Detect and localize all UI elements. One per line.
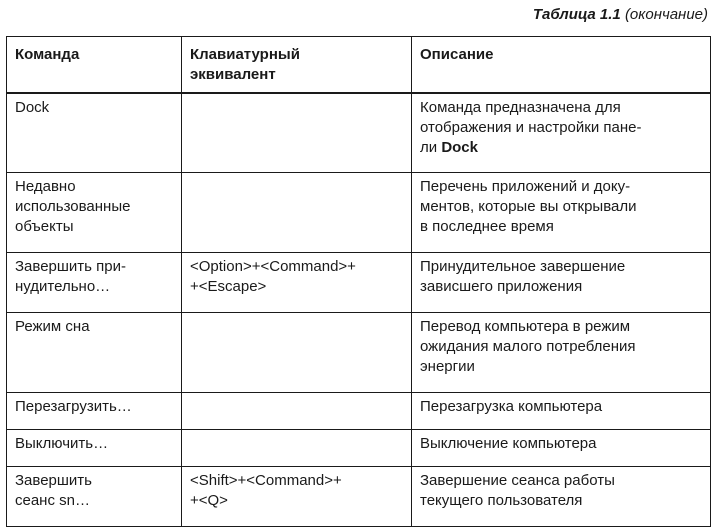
caption-title: Таблица 1.1 xyxy=(532,6,621,23)
description-cell: Перевод компьютера в режим ожидания малого потребления энергии xyxy=(412,313,711,393)
table-row xyxy=(7,430,711,467)
header-shortcut: Клавиатурный эквивалент xyxy=(182,37,412,93)
header-description: Описание xyxy=(412,37,711,93)
table-caption xyxy=(533,6,708,23)
shortcut-cell xyxy=(182,93,412,173)
command-cell: Dock xyxy=(7,93,182,173)
table-row xyxy=(7,313,711,393)
command-cell: Режим сна xyxy=(7,313,182,393)
shortcut-cell: <Option>+<Command>+ +<Escape> xyxy=(182,253,412,313)
caption-note: (окончание) xyxy=(624,6,708,23)
header-command: Команда xyxy=(7,37,182,93)
commands-table xyxy=(6,36,711,527)
table-row xyxy=(7,253,711,313)
description-cell: Выключение компьютера xyxy=(412,430,711,467)
table-header-row xyxy=(7,37,711,93)
table-row xyxy=(7,467,711,527)
shortcut-cell xyxy=(182,313,412,393)
shortcut-cell xyxy=(182,173,412,253)
shortcut-cell xyxy=(182,430,412,467)
command-cell: Перезагрузить… xyxy=(7,393,182,430)
description-cell: Завершение сеанса работы текущего пользователя xyxy=(412,467,711,527)
table-row xyxy=(7,93,711,173)
command-cell: Недавно использованные объекты xyxy=(7,173,182,253)
description-bold-term: Dock xyxy=(441,138,478,156)
description-cell: Перечень приложений и доку- ментов, которые вы открывали в последнее время xyxy=(412,173,711,253)
description-cell: Перезагрузка компьютера xyxy=(412,393,711,430)
description-cell: Принудительное завершение зависшего приложения xyxy=(412,253,711,313)
shortcut-cell: <Shift>+<Command>+ +<Q> xyxy=(182,467,412,527)
table-row xyxy=(7,393,711,430)
description-cell: Команда предназначена для отображения и настройки пане- ли Dock xyxy=(412,93,711,173)
command-cell: Завершить сеанс sn… xyxy=(7,467,182,527)
shortcut-cell xyxy=(182,393,412,430)
command-cell: Завершить при- нудительно… xyxy=(7,253,182,313)
table-row xyxy=(7,173,711,253)
command-cell: Выключить… xyxy=(7,430,182,467)
